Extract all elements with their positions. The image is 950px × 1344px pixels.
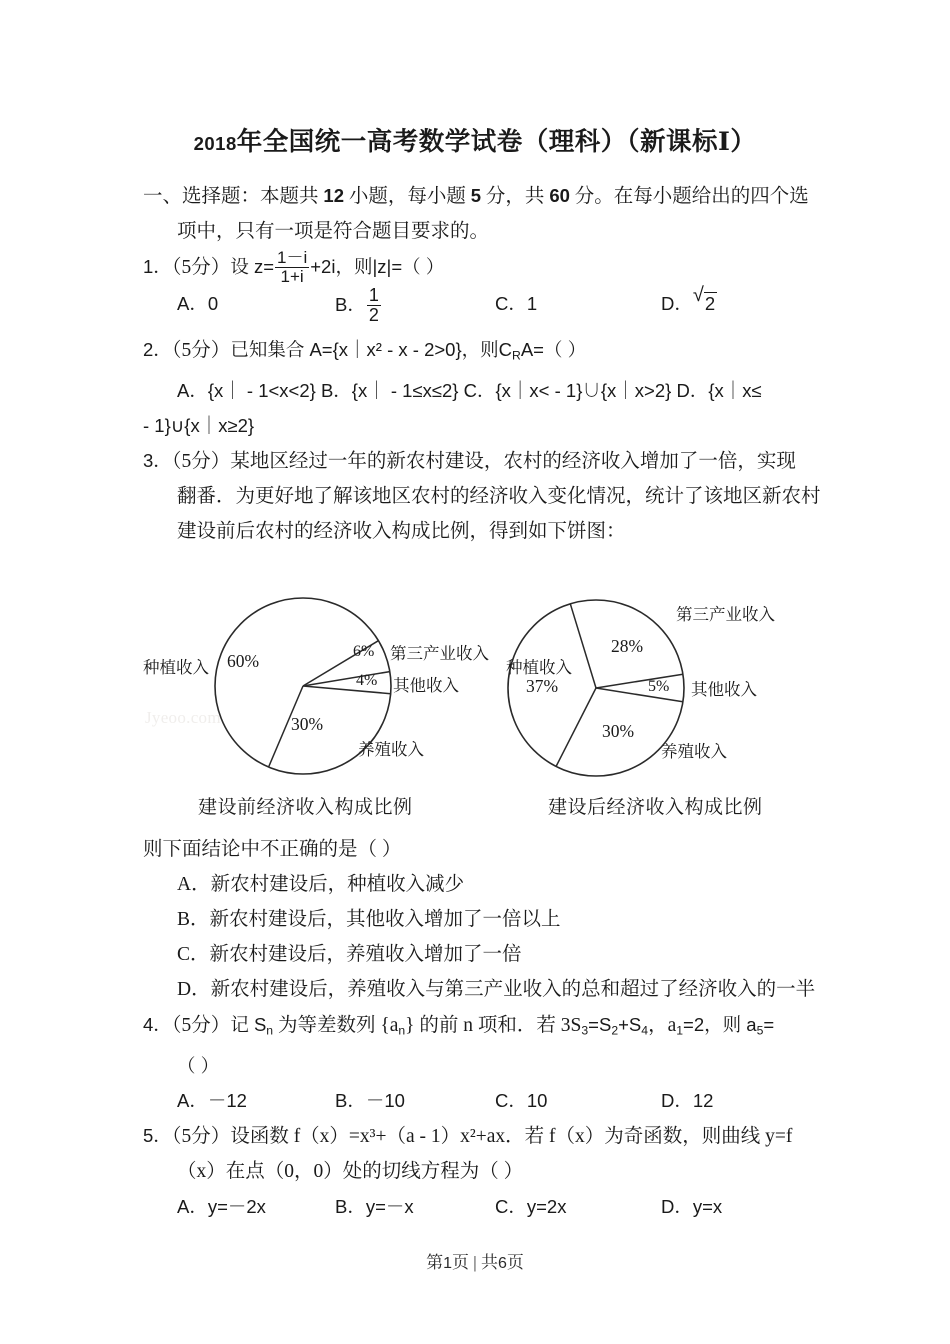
page-footer [0, 1248, 950, 1273]
question-1-score: （5分） [171, 257, 231, 279]
question-2-number: 2． [143, 339, 172, 361]
option-1-a[interactable] [177, 286, 218, 321]
pie-after-slice-value-1: 28% [611, 636, 644, 656]
option-3-c[interactable] [143, 937, 815, 972]
pie-before-slice-value-1: 6% [353, 643, 375, 660]
question-5-stem-line1 [143, 1118, 815, 1154]
question-4-number: 4． [143, 1014, 172, 1035]
question-2-stem-text: 已知集合 A={x｜x² - x - 2>0}，则C [230, 339, 512, 361]
section-instructions-line2: 项中，只有一项是符合题目要求的。 [177, 221, 490, 242]
option-5-b-label: B． [335, 1196, 366, 1218]
option-1-d[interactable] [661, 286, 717, 321]
option-3-a-label: A． [177, 874, 211, 895]
option-5-a-value: y=－2x [207, 1196, 266, 1218]
question-3-prompt: 则下面结论中不正确的是（ ） [143, 839, 402, 860]
option-3-c-value: 新农村建设后，养殖收入增加了一倍 [209, 944, 522, 965]
radicand: 2 [704, 293, 716, 315]
question-1-stem-b: +2i，则 [310, 256, 373, 278]
question-2-options-line1[interactable]: A．{x｜ - 1<x<2} B．{x｜ - 1≤x≤2} C．{x｜x< - 1}∪{x｜x>2} D．{x｜x≤ [177, 380, 762, 402]
q4-sub-3: 3 [581, 1023, 589, 1038]
question-3-stem-line1 [143, 443, 815, 479]
fraction-numerator: 1 [368, 285, 379, 306]
pie-before-slice-value-2: 4% [356, 672, 378, 689]
q4-t3: } 的前 n 项和．若 3S [405, 1015, 582, 1036]
q4-t6: ，a [648, 1015, 677, 1036]
question-1 [143, 249, 815, 332]
section-text-2: 小题，每小题 [343, 186, 471, 207]
question-5-options [143, 1189, 815, 1224]
q4-t4: =S [588, 1014, 612, 1035]
q4-sub-1: 1 [676, 1023, 684, 1038]
fraction-numerator: 1－i [277, 248, 308, 267]
title-text: 年全国统一高考数学试卷（理科）（新课标Ⅰ） [236, 127, 757, 156]
fraction-denominator: 1+i [275, 267, 309, 286]
section-total: 60 [549, 185, 570, 206]
title-year: 2018 [193, 133, 237, 154]
option-3-b[interactable] [143, 902, 815, 937]
q4-t5: +S [618, 1014, 642, 1035]
option-3-d-value: 新农村建设后，养殖收入与第三产业收入的总和超过了经济收入的一半 [210, 979, 816, 1000]
question-2-stem [143, 332, 815, 373]
question-1-stem-c: =（ ） [391, 256, 445, 278]
section-text-3: 分，共 [481, 186, 550, 207]
q4-sub-4: 4 [641, 1023, 649, 1038]
option-1-c-value: 1 [526, 293, 538, 315]
question-3-tail [143, 832, 815, 1007]
option-5-c[interactable] [495, 1189, 566, 1224]
section-text-1: 本题共 [260, 186, 324, 207]
option-5-d[interactable] [661, 1189, 722, 1224]
option-4-c-label: C． [495, 1090, 527, 1112]
question-2-options-line2[interactable]: - 1}∪{x｜x≥2} [143, 415, 255, 437]
option-3-a[interactable] [143, 867, 815, 902]
watermark: Jyeoo.com [145, 708, 221, 727]
option-1-d-label: D． [661, 293, 693, 315]
option-5-a-label: A． [177, 1196, 208, 1218]
option-1-a-value: 0 [207, 293, 219, 315]
question-1-abs: |z| [372, 256, 392, 278]
option-4-d-value: 12 [692, 1090, 714, 1112]
option-1-c-label: C． [495, 293, 527, 315]
section-score: 5 [470, 185, 482, 206]
question-3-score: （5分） [171, 451, 231, 473]
question-4 [143, 1007, 815, 1118]
question-5 [143, 1118, 815, 1224]
question-3-stem-a: 某地区经过一年的新农村建设，农村的经济收入增加了一倍，实现 [230, 451, 796, 473]
option-5-a[interactable] [177, 1189, 266, 1224]
option-3-d-label: D． [177, 979, 211, 1000]
question-4-options [143, 1083, 815, 1118]
q4-sub-5: 5 [756, 1023, 764, 1038]
question-5-stem-a: 设函数 f（x）=x³+（a - 1）x²+ax．若 f（x）为奇函数，则曲线 y=f [230, 1126, 793, 1148]
option-5-b-value: y=－x [365, 1196, 414, 1218]
question-1-stem-a: 设 z= [230, 256, 275, 278]
option-4-d-label: D． [661, 1090, 693, 1112]
option-4-b-label: B． [335, 1090, 366, 1112]
option-5-c-label: C． [495, 1196, 527, 1218]
pie-after-slice-value-3: 30% [602, 721, 635, 741]
footer-page-number: 1 [443, 1255, 453, 1272]
pie-after-slice-value-0: 37% [526, 676, 559, 696]
section-label: 一、选择题： [143, 186, 261, 207]
option-1-b-fraction [367, 286, 381, 325]
option-5-d-label: D． [661, 1196, 693, 1218]
question-2 [143, 332, 815, 443]
pie-after-label-planting: 种植收入 [506, 658, 572, 677]
footer-total-pages: 6 [497, 1255, 507, 1272]
pie-before-label-other: 其他收入 [393, 676, 459, 695]
section-text-4: 分。在每小题给出的四个选 [569, 186, 809, 207]
page-title [0, 122, 950, 158]
pie-charts-figure [143, 596, 853, 828]
question-3 [143, 443, 821, 549]
section-instructions-line1 [143, 178, 815, 214]
option-5-c-value: y=2x [526, 1196, 567, 1218]
option-3-c-label: C． [177, 944, 210, 965]
q4-sub-n2: n [398, 1023, 406, 1038]
question-3-stem-line3: 建设前后农村的经济收入构成比例，得到如下饼图： [177, 521, 626, 543]
pie-before-label-breeding: 养殖收入 [358, 740, 424, 759]
question-5-score: （5分） [171, 1126, 231, 1148]
question-2-score: （5分） [171, 340, 231, 362]
pie-before-label-planting: 种植收入 [143, 658, 209, 677]
pie-before-caption: 建设前经济收入构成比例 [198, 797, 413, 818]
question-3-number: 3． [143, 450, 172, 472]
q4-t7: =2，则 a [683, 1014, 757, 1035]
question-2-subscript: R [512, 348, 521, 363]
pie-after-caption: 建设后经济收入构成比例 [548, 797, 763, 818]
option-3-d[interactable] [143, 972, 815, 1007]
option-5-b[interactable] [335, 1189, 414, 1224]
question-1-fraction [275, 249, 309, 286]
square-root-icon [693, 286, 717, 321]
question-4-stem-line1 [143, 1007, 815, 1048]
pie-before-slice-value-3: 30% [291, 714, 324, 734]
option-1-b[interactable] [335, 286, 382, 325]
section-instructions [143, 178, 815, 249]
question-2-stem-tail: A=（ ） [520, 339, 587, 361]
question-3-stem-line2: 翻番．为更好地了解该地区农村的经济收入变化情况，统计了该地区新农村 [177, 486, 821, 508]
pie-chart-after [506, 596, 846, 818]
document-body [143, 178, 821, 549]
pie-after-label-breeding: 养殖收入 [661, 742, 727, 761]
option-4-a-label: A． [177, 1090, 208, 1112]
footer-prefix: 第 [426, 1253, 444, 1272]
option-4-b-value: －10 [365, 1090, 405, 1112]
option-1-b-label: B． [335, 294, 366, 316]
fraction-denominator: 2 [368, 305, 379, 326]
q4-t8: = [763, 1014, 775, 1035]
question-1-stem [143, 249, 815, 286]
q4-t1: 记 S [230, 1014, 267, 1035]
option-4-a[interactable] [177, 1083, 247, 1118]
pie-after-slice-value-2: 5% [648, 678, 670, 695]
option-4-c[interactable] [495, 1083, 547, 1118]
q4-sub-2: 2 [611, 1023, 619, 1038]
question-5-number: 5． [143, 1125, 172, 1147]
q4-sub-n1: n [266, 1023, 274, 1038]
document-body-lower [143, 832, 815, 1224]
question-4-score: （5分） [171, 1015, 231, 1036]
option-1-a-label: A． [177, 293, 208, 315]
question-5-stem-line2: （x）在点（0，0）处的切线方程为（ ） [177, 1161, 524, 1183]
pie-after-label-tertiary: 第三产业收入 [676, 605, 775, 624]
footer-separator: 页 | 共 [452, 1253, 498, 1272]
question-1-options [143, 286, 815, 332]
footer-suffix: 页 [506, 1253, 524, 1272]
question-4-stem-line2: （ ） [177, 1055, 220, 1077]
option-4-a-value: －12 [207, 1090, 247, 1112]
option-1-c[interactable] [495, 286, 537, 321]
option-4-d[interactable] [661, 1083, 713, 1118]
option-3-b-value: 新农村建设后，其他收入增加了一倍以上 [209, 909, 561, 930]
option-4-b[interactable] [335, 1083, 405, 1118]
option-3-b-label: B． [177, 909, 210, 930]
pie-before-slice-value-0: 60% [227, 651, 260, 671]
radical-sign: √ [692, 284, 704, 307]
section-count: 12 [323, 185, 344, 206]
option-3-a-value: 新农村建设后，种植收入减少 [210, 874, 465, 895]
pie-after-label-other: 其他收入 [691, 680, 757, 699]
option-4-c-value: 10 [526, 1090, 548, 1112]
question-1-number: 1． [143, 256, 172, 278]
pie-before-label-tertiary: 第三产业收入 [390, 644, 489, 663]
option-5-d-value: y=x [692, 1196, 723, 1218]
pie-chart-before [143, 596, 493, 818]
q4-t2: 为等差数列 {a [273, 1015, 399, 1036]
